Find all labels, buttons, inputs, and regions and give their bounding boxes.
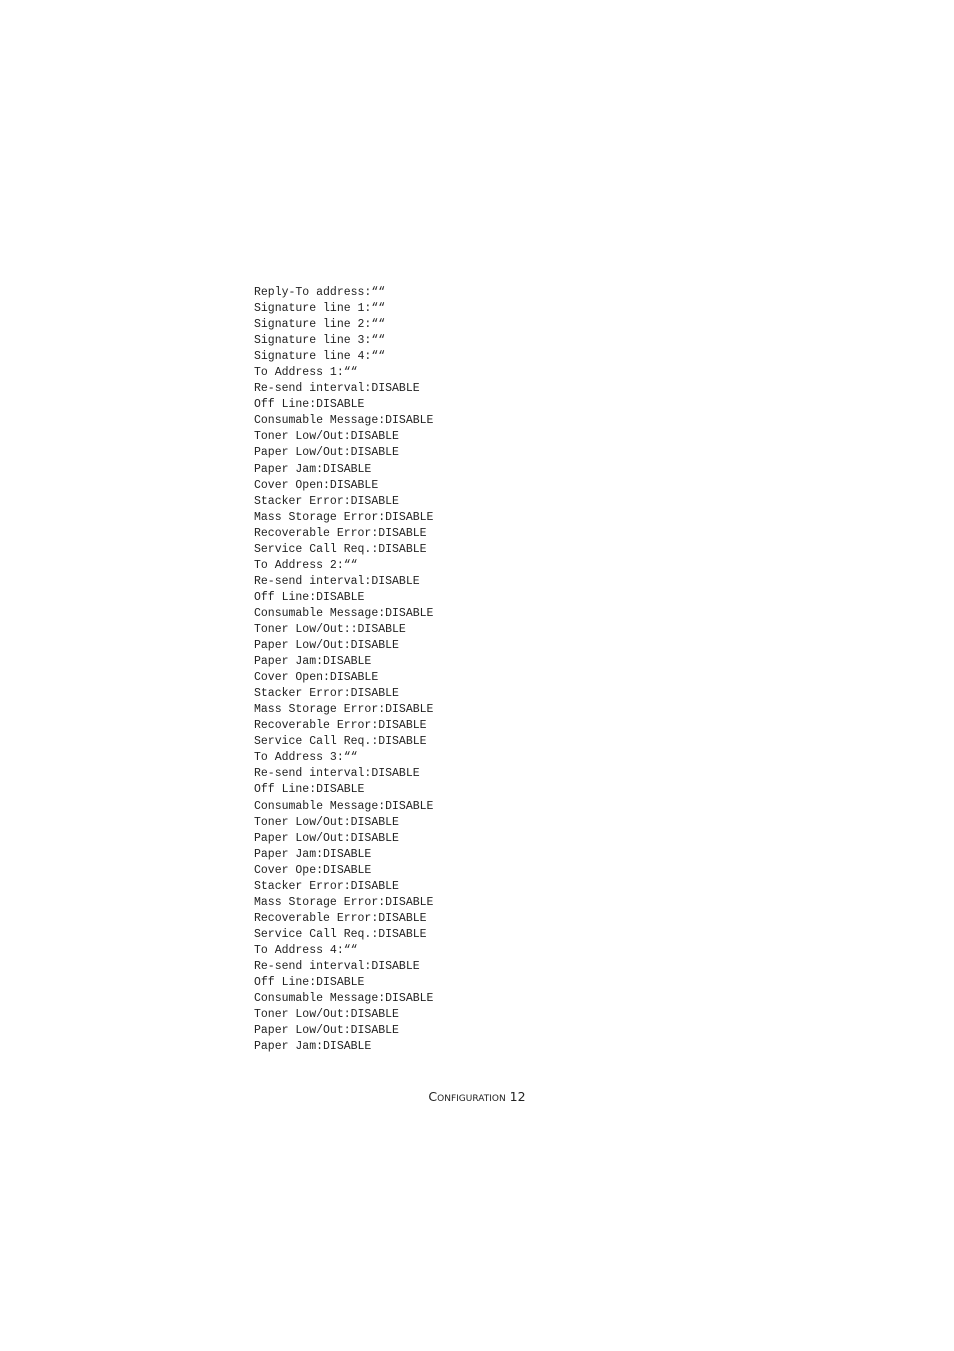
config-line: Signature line 1:““	[254, 302, 386, 316]
config-line: Signature line 3:““	[254, 334, 386, 348]
config-line: Re-send interval:DISABLE	[254, 767, 420, 781]
config-line: Toner Low/Out:DISABLE	[254, 1008, 399, 1022]
config-line: Off Line:DISABLE	[254, 590, 365, 604]
config-line: Paper Jam:DISABLE	[254, 1040, 372, 1054]
config-line: Toner Low/Out:DISABLE	[254, 815, 399, 829]
config-line: Cover Ope:DISABLE	[254, 863, 372, 877]
config-line: Reply-To address:““	[254, 286, 386, 299]
config-line: Consumable Message:DISABLE	[254, 606, 434, 620]
config-line: Paper Low/Out:DISABLE	[254, 446, 399, 460]
config-line: Stacker Error:DISABLE	[254, 879, 399, 893]
config-line: Consumable Message:DISABLE	[254, 799, 434, 813]
config-line: Stacker Error:DISABLE	[254, 494, 399, 508]
config-line: To Address 4:““	[254, 943, 358, 957]
config-line: Mass Storage Error:DISABLE	[254, 510, 434, 524]
config-line: Mass Storage Error:DISABLE	[254, 703, 434, 717]
config-line: Recoverable Error:DISABLE	[254, 911, 427, 925]
config-line: Recoverable Error:DISABLE	[254, 719, 427, 733]
config-line: Recoverable Error:DISABLE	[254, 526, 427, 540]
config-line: Toner Low/Out:DISABLE	[254, 430, 399, 444]
config-line: Re-send interval:DISABLE	[254, 959, 420, 973]
config-line: Service Call Req.:DISABLE	[254, 735, 427, 749]
config-listing	[254, 285, 433, 1055]
config-line: Paper Low/Out:DISABLE	[254, 831, 399, 845]
config-line: Paper Jam:DISABLE	[254, 462, 372, 476]
page-footer: Configuration 12	[428, 1089, 526, 1104]
config-line: Off Line:DISABLE	[254, 783, 365, 797]
config-line: Cover Open:DISABLE	[254, 671, 379, 685]
config-line: Re-send interval:DISABLE	[254, 574, 420, 588]
config-line: Re-send interval:DISABLE	[254, 382, 420, 396]
config-line: Stacker Error:DISABLE	[254, 687, 399, 701]
config-line: Consumable Message:DISABLE	[254, 992, 434, 1006]
config-line: Paper Jam:DISABLE	[254, 655, 372, 669]
config-line: Signature line 2:““	[254, 318, 386, 332]
config-line: Cover Open:DISABLE	[254, 478, 379, 492]
config-line: Paper Low/Out:DISABLE	[254, 1024, 399, 1038]
config-line: Paper Low/Out:DISABLE	[254, 639, 399, 653]
config-line: Signature line 4:““	[254, 350, 386, 364]
config-line: To Address 2:““	[254, 558, 358, 572]
config-line: Service Call Req.:DISABLE	[254, 927, 427, 941]
config-line: Paper Jam:DISABLE	[254, 847, 372, 861]
config-line: Consumable Message:DISABLE	[254, 414, 434, 428]
config-line: Service Call Req.:DISABLE	[254, 542, 427, 556]
config-line: To Address 3:““	[254, 751, 358, 765]
config-line: Mass Storage Error:DISABLE	[254, 895, 434, 909]
config-line: Off Line:DISABLE	[254, 976, 365, 990]
config-line: Off Line:DISABLE	[254, 398, 365, 412]
config-line: To Address 1:““	[254, 366, 358, 380]
config-line: Toner Low/Out::DISABLE	[254, 622, 406, 636]
